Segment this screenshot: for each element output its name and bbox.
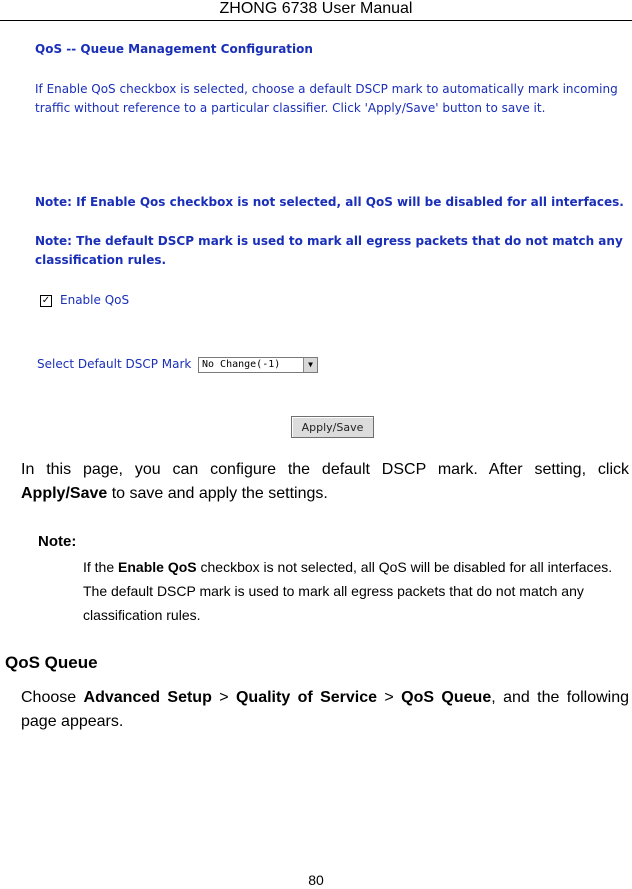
manual-title: ZHONG 6738 User Manual (219, 0, 413, 17)
intro-paragraph (21, 458, 629, 506)
check-icon: ✓ (41, 295, 51, 306)
note-enable-qos: Enable QoS (118, 559, 197, 575)
section-title: QoS Queue (5, 653, 98, 672)
intro-text-end: to save and apply the settings. (107, 485, 328, 502)
config-heading: QoS -- Queue Management Configuration (35, 42, 313, 56)
config-note-disable: Note: If Enable Qos checkbox is not selected, all QoS will be disabled for all interfaces. (35, 195, 624, 209)
dscp-select-label: Select Default DSCP Mark (37, 357, 192, 371)
nav-text-end: , and the following page appears. (21, 689, 630, 730)
config-intro: If Enable QoS checkbox is selected, choose a default DSCP mark to automatically mark incoming traffic without reference to a particular classifier. Click 'Apply/Save' button to save it. (35, 82, 618, 115)
note-body (83, 555, 623, 627)
dscp-mark-select[interactable] (198, 357, 318, 373)
note-label: Note: (38, 533, 77, 550)
nav-separator: > (377, 689, 402, 706)
nav-qos-queue: QoS Queue (401, 689, 492, 706)
nav-text-start: Choose (21, 689, 84, 706)
page-header (0, 0, 632, 21)
note-text-end: checkbox is not selected, all QoS will be disabled for all interfaces. The default DSCP mark is used to mark all egress packets that do not match any classification rules. (83, 559, 613, 623)
nav-quality-of-service: Quality of Service (235, 689, 378, 706)
note-text-start: If the (83, 559, 119, 575)
nav-separator: > (211, 689, 236, 706)
intro-text-start: In this page, you can configure the default DSCP mark. After setting, click (21, 461, 629, 478)
apply-save-button[interactable]: Apply/Save (291, 416, 374, 438)
enable-qos-checkbox[interactable] (40, 295, 52, 307)
config-note-dscp: Note: The default DSCP mark is used to mark all egress packets that do not match any classification rules. (35, 234, 623, 267)
intro-apply-save: Apply/Save (21, 485, 108, 502)
dscp-selected-value: No Change(-1) (202, 359, 281, 370)
navigation-paragraph (21, 686, 629, 734)
nav-advanced-setup: Advanced Setup (83, 689, 212, 706)
chevron-down-icon[interactable]: ▼ (303, 358, 317, 372)
enable-qos-label: Enable QoS (60, 293, 130, 307)
qos-config-screenshot (0, 20, 632, 440)
page-number: 80 (308, 872, 324, 888)
